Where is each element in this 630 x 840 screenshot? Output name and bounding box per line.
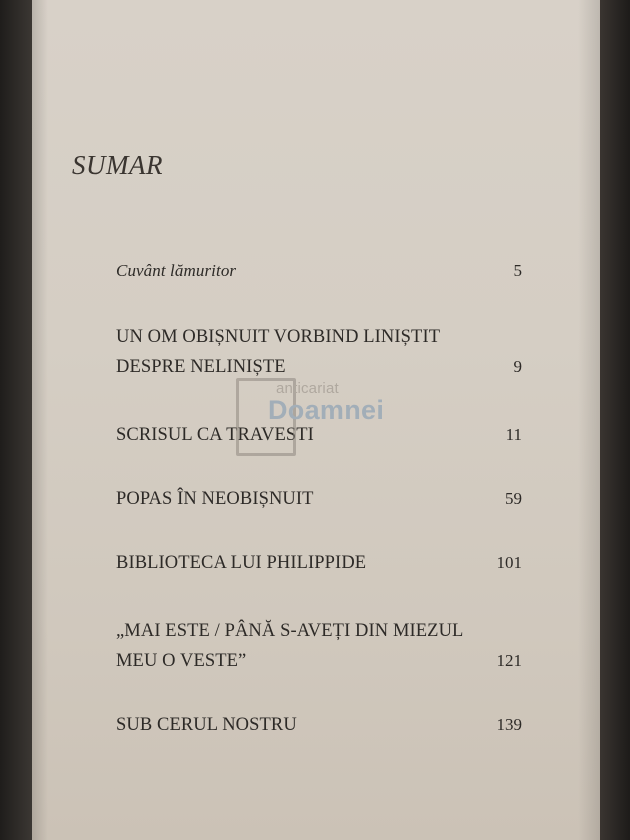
toc-entry-page: 11 — [505, 425, 522, 444]
toc-entry-page: 5 — [513, 261, 522, 280]
watermark-sub-text: anticariat — [276, 380, 339, 397]
toc-title: SUMAR — [72, 150, 163, 180]
toc-entry-page: 139 — [496, 715, 522, 734]
toc-entry-title: Cuvânt lămuritor — [116, 261, 237, 280]
toc-entry-page: 59 — [505, 489, 522, 508]
book-left-edge — [0, 0, 32, 840]
toc-entry-title: „MAI ESTE / PÂNĂ S-AVEȚI DIN MIEZUL — [116, 621, 464, 641]
toc-entry — [116, 548, 522, 578]
toc-entry-title: UN OM OBIȘNUIT VORBIND LINIȘTIT — [116, 327, 441, 347]
toc-entry-page: 101 — [496, 553, 522, 572]
toc-entry-page: 121 — [496, 651, 522, 670]
toc-entry — [116, 484, 522, 514]
book-right-edge — [600, 0, 630, 840]
toc-entry — [116, 256, 522, 286]
toc-entry-title-continued: DESPRE NELINIȘTE — [116, 357, 286, 377]
toc-entry-page: 9 — [513, 357, 522, 376]
toc-entry-title: SCRISUL CA TRAVESTI — [116, 425, 314, 445]
toc-entry — [116, 710, 522, 740]
anticariat-watermark-logo — [236, 378, 406, 462]
toc-entry-title-continued: MEU O VESTE” — [116, 651, 247, 671]
toc-entry — [116, 322, 522, 382]
toc-entry-title: BIBLIOTECA LUI PHILIPPIDE — [116, 553, 367, 573]
toc-entry — [116, 616, 522, 676]
watermark-main-text: Doamnei — [268, 395, 385, 425]
toc-entry-title: POPAS ÎN NEOBIȘNUIT — [116, 489, 314, 509]
toc-entry-title: SUB CERUL NOSTRU — [116, 715, 297, 735]
